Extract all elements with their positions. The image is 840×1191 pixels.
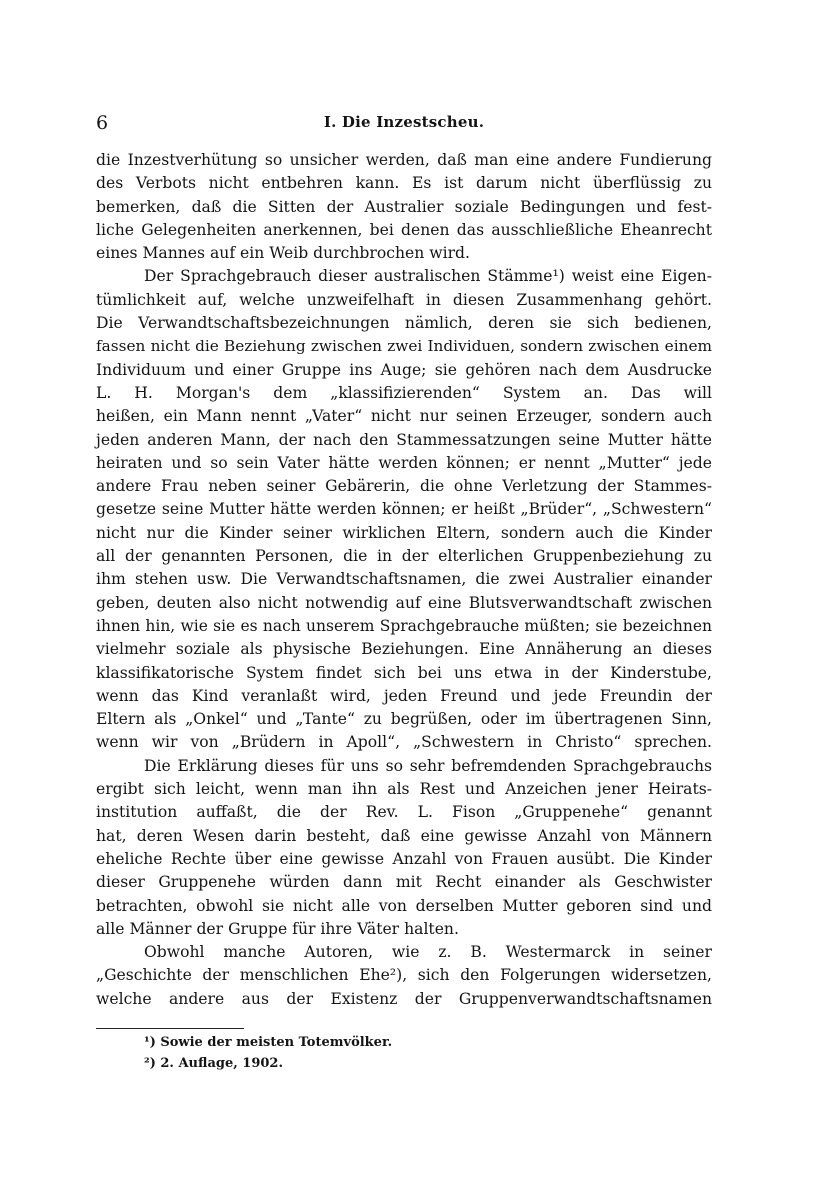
- text-line: all der genannten Personen, die in der elterlichen Gruppenbeziehung zu: [96, 547, 712, 566]
- text-line: welche andere aus der Existenz der Gruppenverwandtschaftsnamen: [96, 989, 712, 1008]
- footnote: ²) 2. Auflage, 1902.: [144, 1056, 284, 1071]
- text-line: Obwohl manche Autoren, wie z. B. Westermarck in seiner: [144, 943, 712, 962]
- text-line: wenn wir von „Brüdern in Apoll“, „Schwestern in Christo“ sprechen.: [96, 733, 712, 752]
- text-line: liche Gelegenheiten anerkennen, bei denen das ausschließliche Eheanrecht: [96, 220, 712, 239]
- text-line: vielmehr soziale als physische Beziehungen. Eine Annäherung an dieses: [96, 640, 712, 659]
- text-line: institution auffaßt, die der Rev. L. Fison „Gruppenehe“ genannt: [96, 803, 712, 822]
- text-line: bemerken, daß die Sitten der Australier soziale Bedingungen und fest-: [96, 197, 712, 216]
- body-text: [96, 149, 712, 1011]
- text-line: alle Männer der Gruppe für ihre Väter halten.: [96, 919, 459, 938]
- text-line: jeden anderen Mann, der nach den Stammessatzungen seine Mutter hätte: [96, 430, 712, 449]
- text-line: gesetze seine Mutter hätte werden können; er heißt „Brüder“, „Schwestern“: [96, 500, 712, 519]
- text-line: Der Sprachgebrauch dieser australischen Stämme¹) weist eine Eigen-: [144, 267, 712, 286]
- text-line: des Verbots nicht entbehren kann. Es ist darum nicht überflüssig zu: [96, 174, 712, 193]
- text-line: tümlichkeit auf, welche unzweifelhaft in diesen Zusammenhang gehört.: [96, 290, 712, 309]
- text-line: „Geschichte der menschlichen Ehe²), sich den Folgerungen widersetzen,: [96, 966, 712, 985]
- text-line: geben, deuten also nicht notwendig auf eine Blutsverwandtschaft zwischen: [96, 593, 712, 612]
- text-line: Eltern als „Onkel“ und „Tante“ zu begrüßen, oder im übertragenen Sinn,: [96, 710, 712, 729]
- text-line: ihnen hin, wie sie es nach unserem Sprachgebrauche müßten; sie bezeichnen: [96, 616, 712, 635]
- footnote-divider: [96, 1028, 244, 1029]
- footnote: ¹) Sowie der meisten Totemvölker.: [144, 1035, 393, 1050]
- text-line: ergibt sich leicht, wenn man ihn als Rest und Anzeichen jener Heirats-: [96, 780, 712, 799]
- text-line: nicht nur die Kinder seiner wirklichen Eltern, sondern auch die Kinder: [96, 523, 712, 542]
- text-line: heiraten und so sein Vater hätte werden können; er nennt „Mutter“ jede: [96, 453, 712, 472]
- footnotes: [144, 1032, 704, 1074]
- text-line: heißen, ein Mann nennt „Vater“ nicht nur seinen Erzeuger, sondern auch: [96, 407, 712, 426]
- running-title: I. Die Inzestscheu.: [323, 113, 485, 131]
- text-line: dieser Gruppenehe würden dann mit Recht einander als Geschwister: [96, 873, 712, 892]
- text-line: Die Verwandtschaftsbezeichnungen nämlich, deren sie sich bedienen,: [96, 314, 712, 333]
- text-line: ihm stehen usw. Die Verwandtschaftsnamen, die zwei Australier einander: [96, 570, 712, 589]
- text-line: die Inzestverhütung so unsicher werden, daß man eine andere Fundierung: [96, 151, 712, 169]
- text-line: eines Mannes auf ein Weib durchbrochen wird.: [96, 244, 470, 263]
- text-line: betrachten, obwohl sie nicht alle von derselben Mutter geboren sind und: [96, 896, 712, 915]
- text-line: andere Frau neben seiner Gebärerin, die ohne Verletzung der Stammes-: [96, 477, 712, 496]
- text-line: fassen nicht die Beziehung zwischen zwei Individuen, sondern zwischen einem: [96, 337, 712, 356]
- text-line: eheliche Rechte über eine gewisse Anzahl von Frauen ausübt. Die Kinder: [96, 849, 712, 868]
- text-line: Die Erklärung dieses für uns so sehr befremdenden Sprachgebrauchs: [144, 756, 712, 775]
- text-line: wenn das Kind veranlaßt wird, jeden Freund und jede Freundin der: [96, 686, 712, 705]
- page-number: 6: [96, 112, 109, 134]
- page-header: [96, 112, 712, 136]
- text-line: klassifikatorische System findet sich bei uns etwa in der Kinderstube,: [96, 663, 712, 682]
- text-line: Individuum und einer Gruppe ins Auge; sie gehören nach dem Ausdrucke: [96, 360, 712, 379]
- text-line: L. H. Morgan's dem „klassifizierenden“ System an. Das will: [96, 383, 712, 402]
- text-line: hat, deren Wesen darin besteht, daß eine gewisse Anzahl von Männern: [96, 826, 712, 845]
